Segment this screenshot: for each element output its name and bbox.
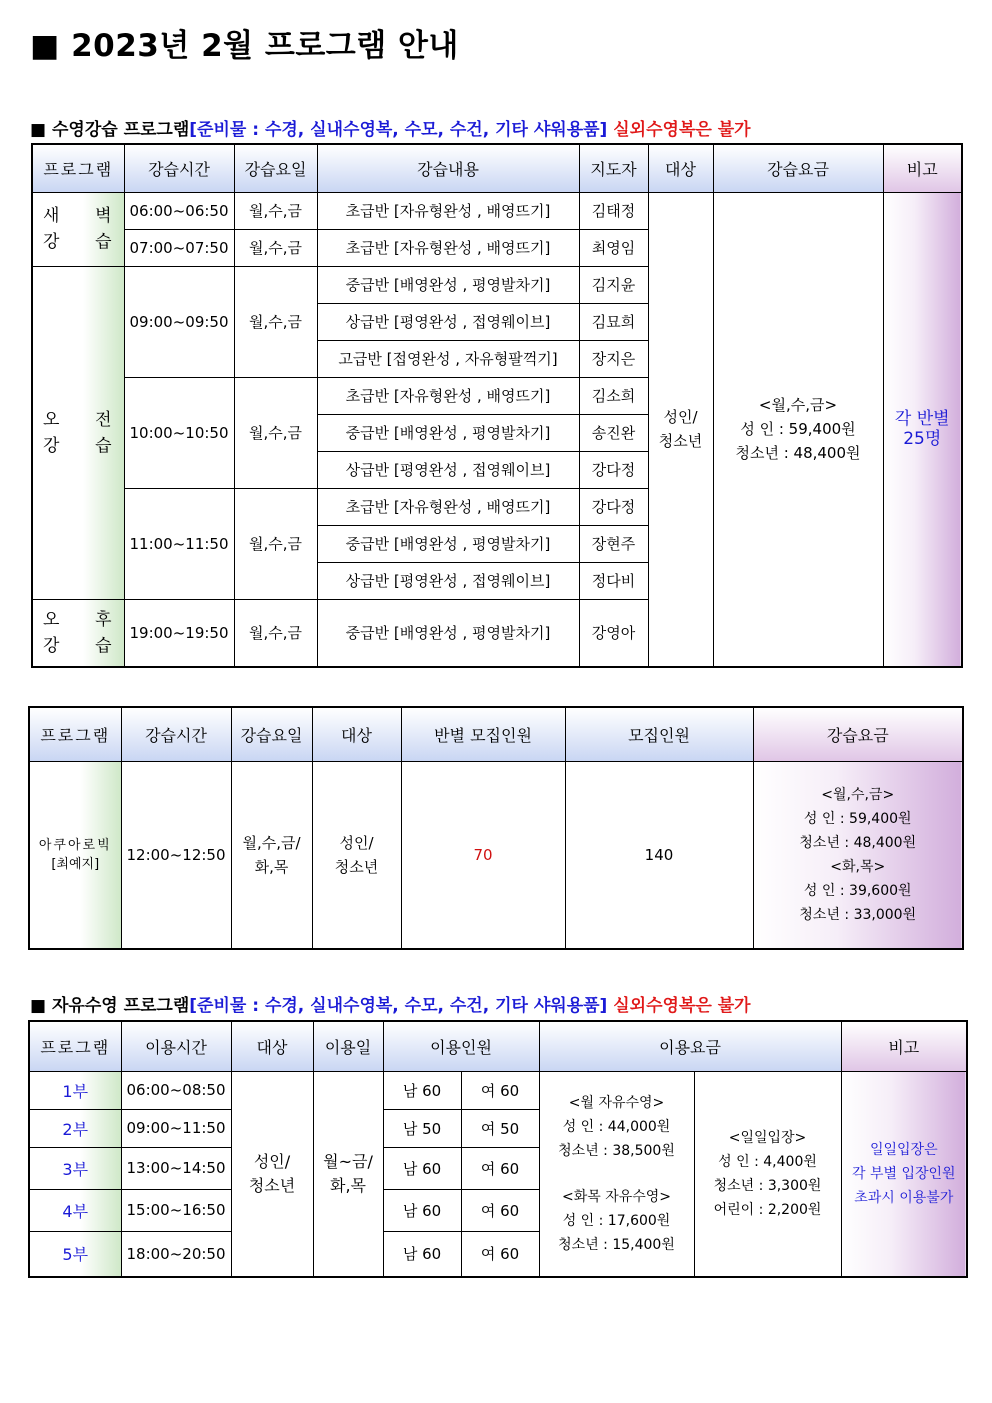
free-time: 13:00~14:50 bbox=[121, 1147, 231, 1189]
free-prep-text: [준비물 : 수경, 실내수영복, 수모, 수건, 기타 샤워용품] bbox=[189, 996, 608, 1016]
header-days: 강습요일 bbox=[231, 707, 312, 761]
lesson-content: 중급반 [배영완성 , 평영발차기] bbox=[317, 414, 579, 451]
header-days: 강습요일 bbox=[234, 144, 317, 192]
free-fee-month: <월 자유수영> 성 인 : 44,000원 청소년 : 38,500원 <화목 자유수영> 성 인 : 17,600원 청소년 : 15,400원 bbox=[539, 1071, 694, 1277]
header-program: 프로그램 bbox=[29, 1021, 121, 1071]
swim-section-title bbox=[30, 115, 751, 140]
lesson-time: 07:00~07:50 bbox=[124, 229, 234, 266]
free-days: 월~금/ 화,목 bbox=[313, 1071, 383, 1277]
lesson-content: 초급반 [자유형완성 , 배영뜨기] bbox=[317, 488, 579, 525]
header-fee: 강습요금 bbox=[713, 144, 883, 192]
lesson-teacher: 최영임 bbox=[579, 229, 648, 266]
lesson-content: 초급반 [자유형완성 , 배영뜨기] bbox=[317, 229, 579, 266]
table-header-row bbox=[32, 144, 962, 192]
aqua-fee: <월,수,금> 성 인 : 59,400원 청소년 : 48,400원 <화,목> 성 인 : 39,600원 청소년 : 33,000원 bbox=[753, 761, 963, 949]
swim-warning-text: 실외수영복은 불가 bbox=[613, 120, 751, 140]
lesson-days: 월,수,금 bbox=[234, 266, 317, 377]
lesson-target: 성인/ 청소년 bbox=[648, 192, 713, 667]
header-target: 대상 bbox=[231, 1021, 313, 1071]
table-row bbox=[32, 192, 962, 229]
free-female: 여 50 bbox=[461, 1109, 539, 1147]
page-title: ■ 2023년 2월 프로그램 안내 bbox=[30, 28, 459, 64]
table-row bbox=[29, 761, 963, 949]
free-male: 남 60 bbox=[383, 1071, 461, 1109]
free-section-label: ■ 자유수영 프로그램 bbox=[30, 996, 190, 1016]
header-capacity: 이용인원 bbox=[383, 1021, 539, 1071]
lesson-time: 06:00~06:50 bbox=[124, 192, 234, 229]
header-target: 대상 bbox=[648, 144, 713, 192]
aqua-target: 성인/ 청소년 bbox=[312, 761, 401, 949]
header-fee: 강습요금 bbox=[753, 707, 963, 761]
lesson-content: 중급반 [배영완성 , 평영발차기] bbox=[317, 599, 579, 667]
aqua-time: 12:00~12:50 bbox=[121, 761, 231, 949]
free-target: 성인/ 청소년 bbox=[231, 1071, 313, 1277]
lesson-content: 고급반 [접영완성 , 자유형팔꺽기] bbox=[317, 340, 579, 377]
lesson-time: 10:00~10:50 bbox=[124, 377, 234, 488]
aqua-total: 140 bbox=[565, 761, 753, 949]
header-note: 비고 bbox=[841, 1021, 967, 1071]
session-dawn: 새 벽 강 습 bbox=[32, 192, 124, 266]
lesson-teacher: 김지윤 bbox=[579, 266, 648, 303]
lesson-time: 19:00~19:50 bbox=[124, 599, 234, 667]
free-part: 5부 bbox=[29, 1231, 121, 1277]
free-part: 2부 bbox=[29, 1109, 121, 1147]
free-time: 15:00~16:50 bbox=[121, 1189, 231, 1231]
aqua-program: 아쿠아로빅 [최예지] bbox=[29, 761, 121, 949]
swim-prep-text: [준비물 : 수경, 실내수영복, 수모, 수건, 기타 샤워용품] bbox=[189, 120, 608, 140]
lesson-days: 월,수,금 bbox=[234, 229, 317, 266]
lesson-teacher: 강영아 bbox=[579, 599, 648, 667]
header-teacher: 지도자 bbox=[579, 144, 648, 192]
lesson-days: 월,수,금 bbox=[234, 599, 317, 667]
lesson-teacher: 강다정 bbox=[579, 451, 648, 488]
lesson-teacher: 김소희 bbox=[579, 377, 648, 414]
header-time: 강습시간 bbox=[124, 144, 234, 192]
header-note: 비고 bbox=[883, 144, 962, 192]
lesson-teacher: 김태정 bbox=[579, 192, 648, 229]
lesson-days: 월,수,금 bbox=[234, 488, 317, 599]
lesson-teacher: 정다비 bbox=[579, 562, 648, 599]
free-note: 일일입장은 각 부별 입장인원 초과시 이용불가 bbox=[841, 1071, 967, 1277]
free-swim-table bbox=[28, 1020, 968, 1278]
header-target: 대상 bbox=[312, 707, 401, 761]
free-female: 여 60 bbox=[461, 1147, 539, 1189]
free-male: 남 50 bbox=[383, 1109, 461, 1147]
free-time: 06:00~08:50 bbox=[121, 1071, 231, 1109]
free-fee-day: <일일입장> 성 인 : 4,400원 청소년 : 3,300원 어린이 : 2,200원 bbox=[694, 1071, 841, 1277]
lesson-teacher: 김묘희 bbox=[579, 303, 648, 340]
free-female: 여 60 bbox=[461, 1189, 539, 1231]
header-days: 이용일 bbox=[313, 1021, 383, 1071]
lesson-time: 11:00~11:50 bbox=[124, 488, 234, 599]
lesson-teacher: 강다정 bbox=[579, 488, 648, 525]
free-part: 4부 bbox=[29, 1189, 121, 1231]
header-program: 프로그램 bbox=[29, 707, 121, 761]
lesson-content: 초급반 [자유형완성 , 배영뜨기] bbox=[317, 377, 579, 414]
free-male: 남 60 bbox=[383, 1147, 461, 1189]
lesson-content: 상급반 [평영완성 , 접영웨이브] bbox=[317, 562, 579, 599]
free-male: 남 60 bbox=[383, 1189, 461, 1231]
free-section-title bbox=[30, 991, 751, 1016]
lesson-time: 09:00~09:50 bbox=[124, 266, 234, 377]
aqua-per-class: 70 bbox=[401, 761, 565, 949]
lesson-content: 중급반 [배영완성 , 평영발차기] bbox=[317, 525, 579, 562]
header-total: 모집인원 bbox=[565, 707, 753, 761]
swim-lesson-table bbox=[31, 143, 963, 668]
free-part: 3부 bbox=[29, 1147, 121, 1189]
lesson-content: 상급반 [평영완성 , 접영웨이브] bbox=[317, 451, 579, 488]
lesson-content: 상급반 [평영완성 , 접영웨이브] bbox=[317, 303, 579, 340]
lesson-note: 각 반별 25명 bbox=[883, 192, 962, 667]
header-time: 강습시간 bbox=[121, 707, 231, 761]
session-afternoon: 오 후 강 습 bbox=[32, 599, 124, 667]
lesson-fee: <월,수,금> 성 인 : 59,400원 청소년 : 48,400원 bbox=[713, 192, 883, 667]
header-fee: 이용요금 bbox=[539, 1021, 841, 1071]
lesson-content: 중급반 [배영완성 , 평영발차기] bbox=[317, 266, 579, 303]
aquarobic-table bbox=[28, 706, 964, 950]
header-per-class: 반별 모집인원 bbox=[401, 707, 565, 761]
lesson-teacher: 송진완 bbox=[579, 414, 648, 451]
free-female: 여 60 bbox=[461, 1231, 539, 1277]
free-male: 남 60 bbox=[383, 1231, 461, 1277]
session-morning: 오 전 강 습 bbox=[32, 266, 124, 599]
swim-section-label: ■ 수영강습 프로그램 bbox=[30, 120, 190, 140]
free-female: 여 60 bbox=[461, 1071, 539, 1109]
header-program: 프로그램 bbox=[32, 144, 124, 192]
free-time: 18:00~20:50 bbox=[121, 1231, 231, 1277]
table-header-row bbox=[29, 1021, 967, 1071]
table-header-row bbox=[29, 707, 963, 761]
lesson-content: 초급반 [자유형완성 , 배영뜨기] bbox=[317, 192, 579, 229]
free-part: 1부 bbox=[29, 1071, 121, 1109]
free-warning-text: 실외수영복은 불가 bbox=[613, 996, 751, 1016]
header-time: 이용시간 bbox=[121, 1021, 231, 1071]
lesson-teacher: 장지은 bbox=[579, 340, 648, 377]
header-content: 강습내용 bbox=[317, 144, 579, 192]
aqua-days: 월,수,금/ 화,목 bbox=[231, 761, 312, 949]
lesson-days: 월,수,금 bbox=[234, 377, 317, 488]
table-row bbox=[29, 1071, 967, 1109]
lesson-teacher: 장현주 bbox=[579, 525, 648, 562]
free-time: 09:00~11:50 bbox=[121, 1109, 231, 1147]
lesson-days: 월,수,금 bbox=[234, 192, 317, 229]
